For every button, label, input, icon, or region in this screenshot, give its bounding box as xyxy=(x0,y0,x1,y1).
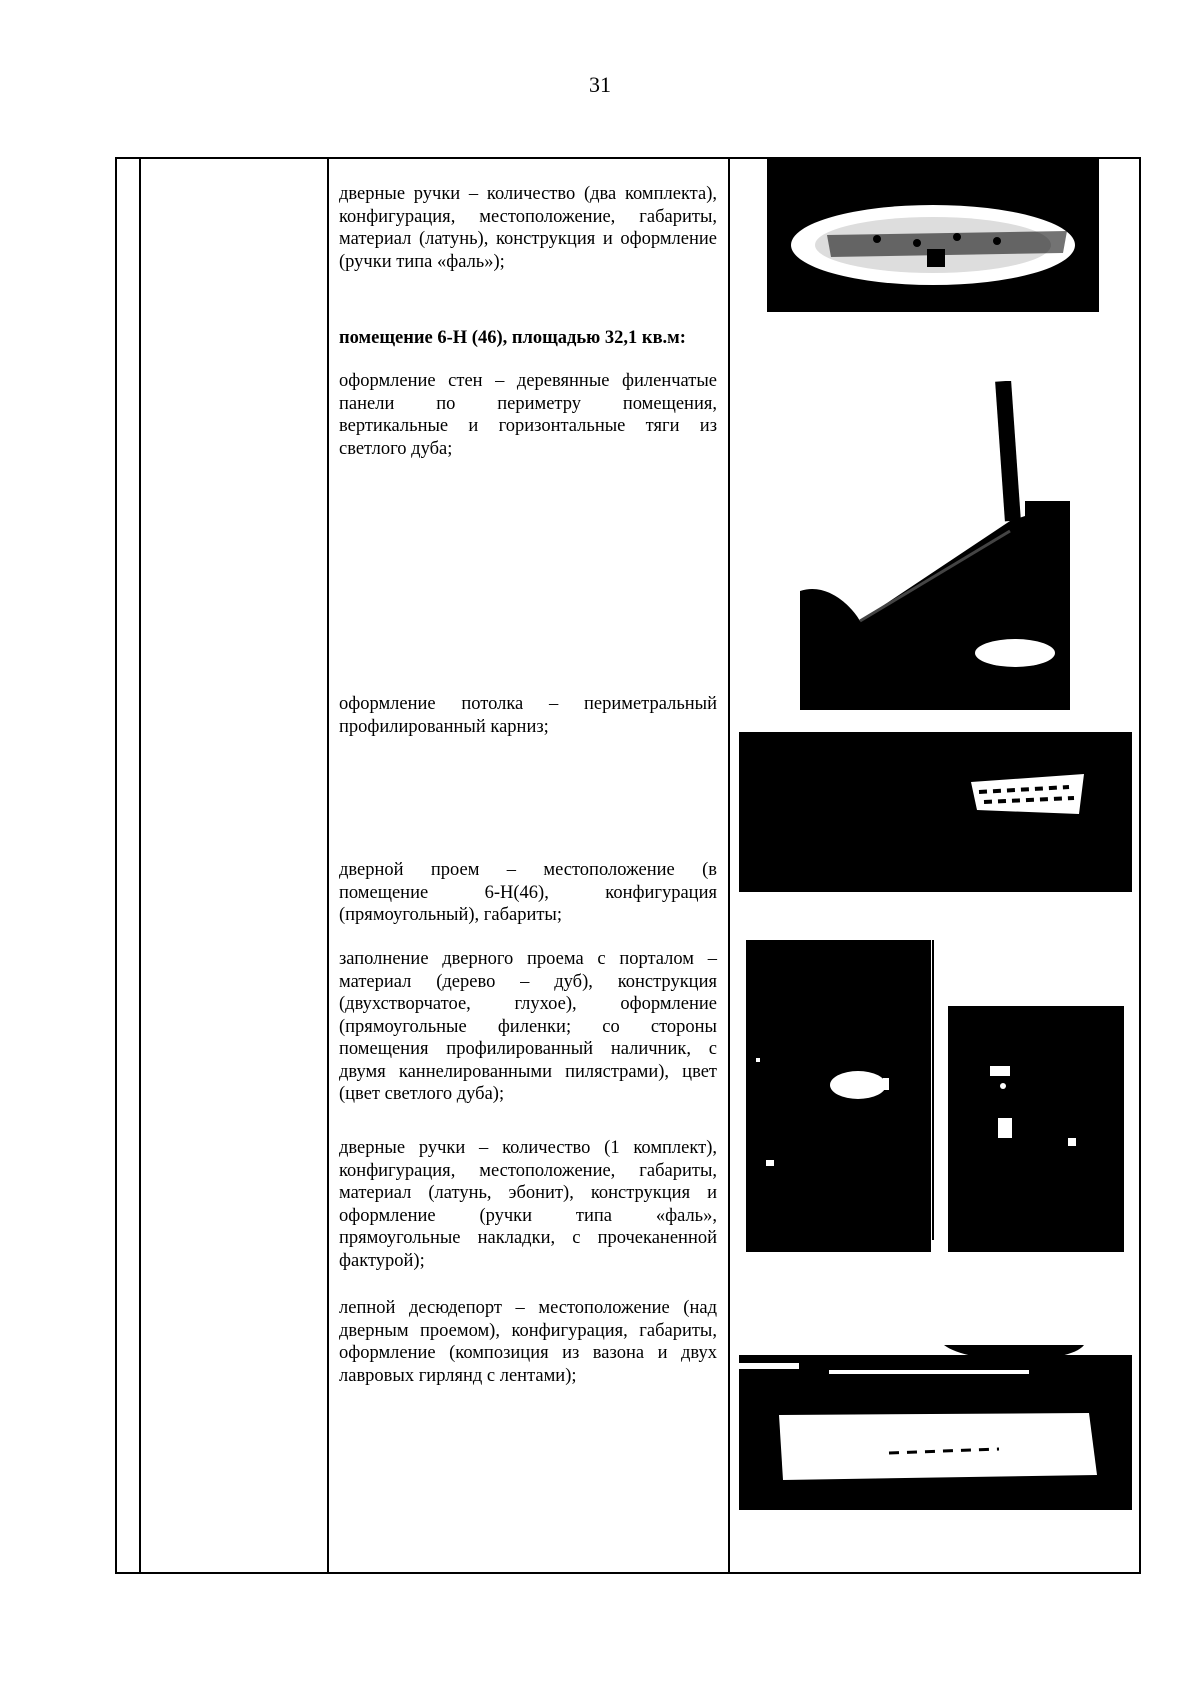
table-cell-text: оформление стен – деревянные филенчатые панели по периметру помещения, вертикальные и горизонтальные тяги из светлого дуба; xyxy=(339,371,717,459)
table-cell-text: дверной проем – местоположение (в помещение 6-Н(46), конфигурация (прямоугольный), габариты; xyxy=(339,860,717,925)
double-door-photo xyxy=(746,940,931,1252)
page-number: 31 xyxy=(589,72,611,97)
table-cell-text: заполнение дверного проема с порталом – материал (дерево – дуб), конструкция (двухстворчатое, глухое), оформление (прямоугольные филенки; со стороны помещения профилированный наличник, с двумя каннелированными пилястрами), цвет (цвет светлого дуба); xyxy=(339,949,717,1104)
door-handle-detail-photo xyxy=(948,1006,1124,1252)
table-cell-text: оформление потолка – периметральный профилированный карниз; xyxy=(339,694,717,737)
table-cell-text: дверные ручки – количество (1 комплект), конфигурация, местоположение, габариты, материал (латунь, эбонит), конструкция и оформление (ручки типа «фаль», прямоугольные накладки, с прочеканенной фактурой); xyxy=(339,1138,717,1271)
column-divider xyxy=(139,157,141,1574)
door-handle-photo xyxy=(767,157,1099,312)
table-cell-text: лепной десюдепорт – местоположение (над дверным проемом), конфигурация, габариты, оформление (композиция из вазона и двух лавровых гирлянд с лентами); xyxy=(339,1298,717,1386)
overdoor-relief-photo xyxy=(739,1345,1132,1510)
room-heading: помещение 6-Н (46), площадью 32,1 кв.м: xyxy=(339,328,686,348)
ceiling-cornice-photo xyxy=(739,732,1132,892)
table-cell-text: дверные ручки – количество (два комплекта), конфигурация, местоположение, габариты, материал (латунь), конструкция и оформление (ручки типа «фаль»); xyxy=(339,184,717,272)
column-divider xyxy=(327,157,329,1574)
wall-panel-corner-photo xyxy=(800,381,1070,710)
door-frame-line xyxy=(932,940,942,1240)
column-divider xyxy=(728,157,730,1574)
